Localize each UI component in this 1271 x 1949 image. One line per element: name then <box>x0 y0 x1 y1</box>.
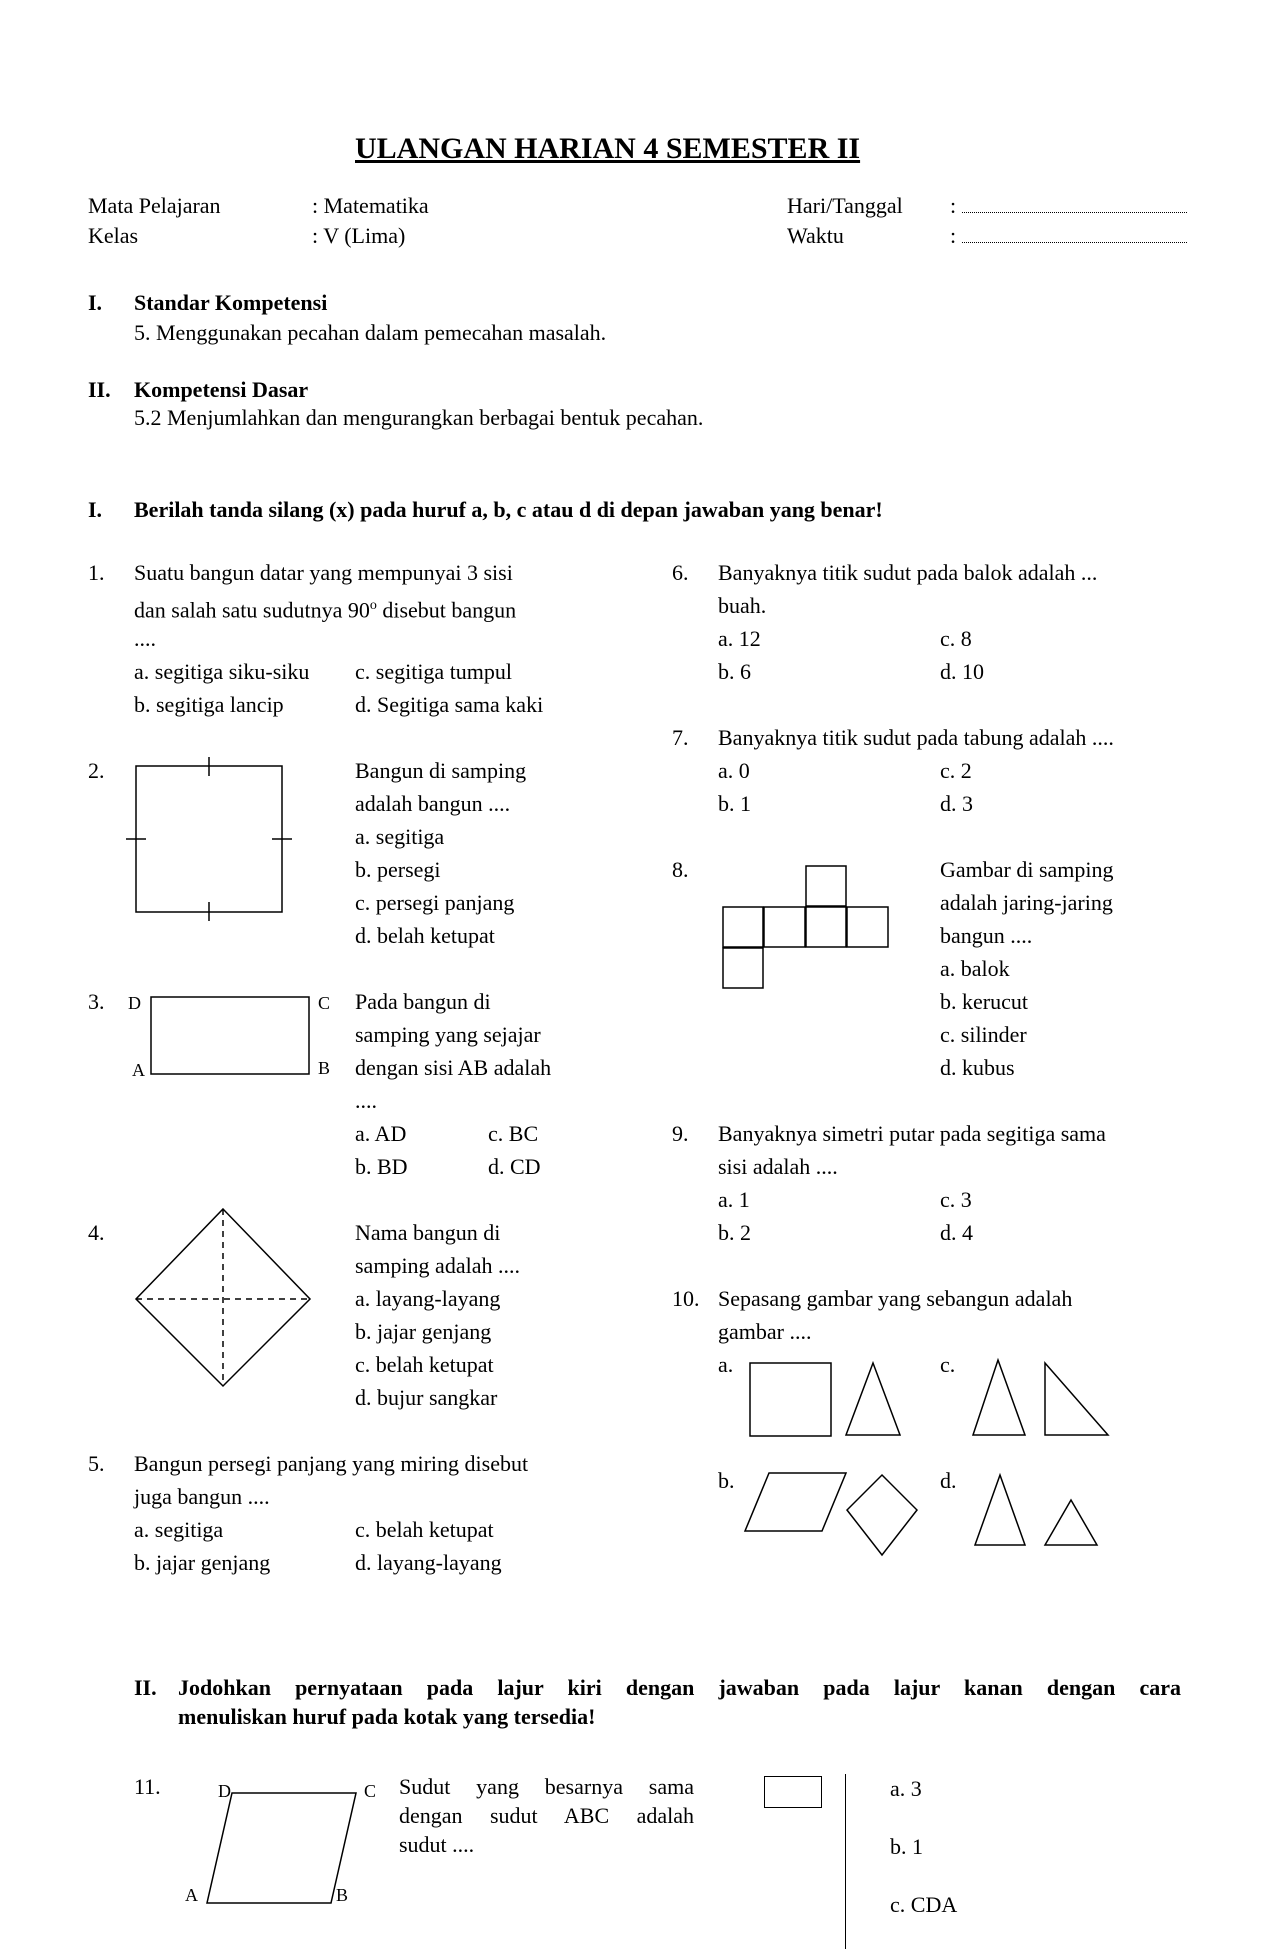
q3-vertex-d: D <box>128 993 141 1013</box>
q11-number: 11. <box>134 1774 161 1799</box>
q4-text-line2: samping adalah .... <box>355 1253 520 1278</box>
q11-parallelogram-figure <box>0 0 1 1</box>
q1-option-b[interactable]: b. segitiga lancip <box>134 692 284 717</box>
kd-title: Kompetensi Dasar <box>134 377 309 402</box>
kd-number: II. <box>88 377 111 402</box>
column-divider <box>845 1774 846 1949</box>
q10-option-b[interactable]: b. <box>718 1468 735 1493</box>
q7-option-a[interactable]: a. 0 <box>718 758 750 783</box>
subject-label: Mata Pelajaran <box>88 193 221 218</box>
q11-vertex-c: C <box>364 1781 377 1801</box>
q1-text-line1: Suatu bangun datar yang mempunyai 3 sisi <box>134 560 513 585</box>
section1-instruction: Berilah tanda silang (x) pada huruf a, b, c atau d di depan jawaban yang benar! <box>134 497 883 522</box>
q8-option-a[interactable]: a. balok <box>940 956 1010 981</box>
q2-option-a[interactable]: a. segitiga <box>355 824 445 849</box>
sk-text: 5. Menggunakan pecahan dalam pemecahan masalah. <box>134 320 607 345</box>
q11-vertex-b: B <box>336 1885 349 1905</box>
match-option-b: b. 1 <box>890 1834 923 1859</box>
q9-option-a[interactable]: a. 1 <box>718 1187 750 1212</box>
q8-text-line3: bangun .... <box>940 923 1033 948</box>
q4-text-line1: Nama bangun di <box>355 1220 501 1245</box>
q1-option-d[interactable]: d. Segitiga sama kaki <box>355 692 544 717</box>
time-colon: : <box>950 223 957 248</box>
q9-option-c[interactable]: c. 3 <box>940 1187 972 1212</box>
q7-text-line1: Banyaknya titik sudut pada tabung adalah .... <box>718 725 1114 750</box>
q4-number: 4. <box>88 1220 105 1245</box>
q10-option-a[interactable]: a. <box>718 1352 734 1377</box>
match-option-a: a. 3 <box>890 1776 922 1801</box>
q3-option-d[interactable]: d. CD <box>488 1154 541 1179</box>
q3-text-line1: Pada bangun di <box>355 989 491 1014</box>
degree-sup: o <box>369 598 377 613</box>
q10-text-line2: gambar .... <box>718 1319 812 1344</box>
q6-number: 6. <box>672 560 689 585</box>
class-label: Kelas <box>88 223 139 248</box>
q10-number: 10. <box>672 1286 700 1311</box>
q1-text-line3: .... <box>134 626 156 651</box>
section2-instruction-line2: menuliskan huruf pada kotak yang tersedia! <box>178 1704 596 1729</box>
q2-text-line2: adalah bangun .... <box>355 791 511 816</box>
q7-option-b[interactable]: b. 1 <box>718 791 751 816</box>
q6-text-line1: Banyaknya titik sudut pada balok adalah ... <box>718 560 1098 585</box>
q6-option-c[interactable]: c. 8 <box>940 626 972 651</box>
q7-option-c[interactable]: c. 2 <box>940 758 972 783</box>
time-label: Waktu <box>787 223 844 248</box>
q6-option-b[interactable]: b. 6 <box>718 659 751 684</box>
q11-answer-box[interactable] <box>764 1776 822 1808</box>
q3-number: 3. <box>88 989 105 1014</box>
q11-vertex-d: D <box>218 1781 231 1801</box>
q7-option-d[interactable]: d. 3 <box>940 791 973 816</box>
q1-text-line2a: dan salah satu sudutnya 90 <box>134 597 370 623</box>
q1-text-line2 <box>134 593 516 623</box>
q8-option-c[interactable]: c. silinder <box>940 1022 1027 1047</box>
date-colon: : <box>950 193 957 218</box>
q10-option-c[interactable]: c. <box>940 1352 956 1377</box>
time-blank[interactable] <box>962 230 1187 243</box>
q2-option-c[interactable]: c. persegi panjang <box>355 890 515 915</box>
q10-text-line1: Sepasang gambar yang sebangun adalah <box>718 1286 1073 1311</box>
q5-option-a[interactable]: a. segitiga <box>134 1517 224 1542</box>
q8-option-d[interactable]: d. kubus <box>940 1055 1015 1080</box>
sk-title: Standar Kompetensi <box>134 290 328 315</box>
q1-number: 1. <box>88 560 105 585</box>
q5-number: 5. <box>88 1451 105 1476</box>
q1-text-line2b: disebut bangun <box>376 597 517 623</box>
q8-option-b[interactable]: b. kerucut <box>940 989 1028 1014</box>
q4-option-c[interactable]: c. belah ketupat <box>355 1352 494 1377</box>
sk-number: I. <box>88 290 103 315</box>
q9-text-line1: Banyaknya simetri putar pada segitiga sama <box>718 1121 1106 1146</box>
q5-text-line1: Bangun persegi panjang yang miring disebut <box>134 1451 529 1476</box>
q11-vertex-a: A <box>185 1885 198 1905</box>
section1-number: I. <box>88 497 103 522</box>
q3-text-line3: dengan sisi AB adalah <box>355 1055 552 1080</box>
q3-vertex-a: A <box>132 1060 145 1080</box>
match-option-c: c. CDA <box>890 1892 958 1917</box>
q2-option-b[interactable]: b. persegi <box>355 857 441 882</box>
q4-option-a[interactable]: a. layang-layang <box>355 1286 501 1311</box>
q10-option-d[interactable]: d. <box>940 1468 957 1493</box>
q8-text-line2: adalah jaring-jaring <box>940 890 1113 915</box>
page-title: ULANGAN HARIAN 4 SEMESTER II <box>355 132 861 165</box>
date-field[interactable] <box>950 193 1187 219</box>
q2-text-line1: Bangun di samping <box>355 758 527 783</box>
q11-text-line2: dengan sudut ABC adalah <box>399 1803 694 1828</box>
q3-text-line4: .... <box>355 1088 377 1113</box>
q9-option-d[interactable]: d. 4 <box>940 1220 973 1245</box>
section2-instruction-line1: Jodohkan pernyataan pada lajur kiri dengan jawaban pada lajur kanan dengan cara <box>178 1675 1181 1700</box>
q3-vertex-c: C <box>318 993 331 1013</box>
q11-text-line3: sudut .... <box>399 1832 475 1857</box>
q8-number: 8. <box>672 857 689 882</box>
q9-number: 9. <box>672 1121 689 1146</box>
date-blank[interactable] <box>962 200 1187 213</box>
q6-option-d[interactable]: d. 10 <box>940 659 984 684</box>
q9-option-b[interactable]: b. 2 <box>718 1220 751 1245</box>
date-label: Hari/Tanggal <box>787 193 903 218</box>
q3-text-line2: samping yang sejajar <box>355 1022 541 1047</box>
q3-option-c[interactable]: c. BC <box>488 1121 539 1146</box>
section2-number: II. <box>134 1675 157 1700</box>
q8-text-line1: Gambar di samping <box>940 857 1114 882</box>
q3-option-b[interactable]: b. BD <box>355 1154 408 1179</box>
q6-option-a[interactable]: a. 12 <box>718 626 761 651</box>
q2-number: 2. <box>88 758 105 783</box>
q6-text-line2: buah. <box>718 593 767 618</box>
q1-option-c[interactable]: c. segitiga tumpul <box>355 659 513 684</box>
q3-vertex-b: B <box>318 1058 331 1078</box>
q11-text-line1: Sudut yang besarnya sama <box>399 1774 694 1799</box>
q7-number: 7. <box>672 725 689 750</box>
time-field[interactable] <box>950 223 1187 249</box>
subject-value: : Matematika <box>312 193 429 218</box>
q9-text-line2: sisi adalah .... <box>718 1154 838 1179</box>
class-value: : V (Lima) <box>312 223 406 248</box>
kd-text: 5.2 Menjumlahkan dan mengurangkan berbagai bentuk pecahan. <box>134 405 704 430</box>
q4-option-d[interactable]: d. bujur sangkar <box>355 1385 498 1410</box>
q5-option-b[interactable]: b. jajar genjang <box>134 1550 271 1575</box>
q4-option-b[interactable]: b. jajar genjang <box>355 1319 492 1344</box>
q5-option-c[interactable]: c. belah ketupat <box>355 1517 494 1542</box>
q2-option-d[interactable]: d. belah ketupat <box>355 923 495 948</box>
q5-option-d[interactable]: d. layang-layang <box>355 1550 502 1575</box>
q3-option-a[interactable]: a. AD <box>355 1121 407 1146</box>
q5-text-line2: juga bangun .... <box>134 1484 270 1509</box>
q1-option-a[interactable]: a. segitiga siku-siku <box>134 659 310 684</box>
